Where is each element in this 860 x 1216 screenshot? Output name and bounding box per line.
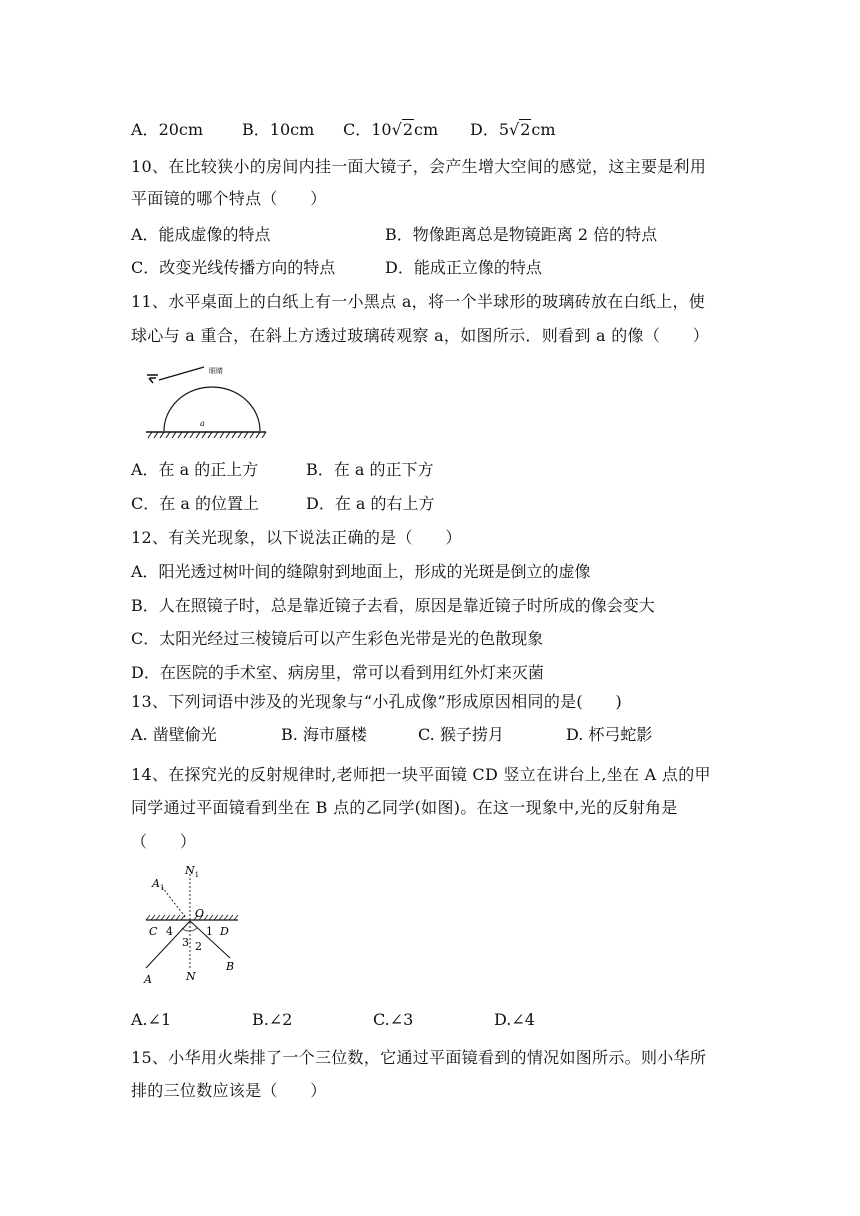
q14-stem-line2: 同学通过平面镜看到坐在 B 点的乙同学(如图)。在这一现象中,光的反射角是	[131, 798, 678, 817]
label-d: D	[220, 925, 229, 938]
q12-option-c: C．太阳光经过三棱镜后可以产生彩色光带是光的色散现象	[131, 629, 544, 648]
sqrt-symbol: √2	[391, 120, 413, 139]
q14-stem-line3: （ ）	[131, 832, 197, 851]
q10-option-a: A．能成虚像的特点	[131, 225, 271, 244]
q9-option-d: D．5√2cm	[470, 120, 556, 139]
q12-option-a: A．阳光透过树叶间的缝隙射到地面上，形成的光斑是倒立的虚像	[131, 562, 591, 581]
label-angle-3: 3	[182, 936, 189, 949]
q11-stem-line1: 11、水平桌面上的白纸上有一小黑点 a，将一个半球形的玻璃砖放在白纸上，使	[131, 292, 706, 311]
reflection-figure	[138, 860, 248, 985]
q13-option-a: A. 凿壁偷光	[131, 725, 217, 744]
angle-arc-2	[190, 928, 197, 931]
q11-option-d: D．在 a 的右上方	[306, 494, 435, 513]
q11-option-a: A．在 a 的正上方	[131, 460, 259, 479]
q10-stem-line1: 10、在比较狭小的房间内挂一面大镜子，会产生增大空间的感觉，这主要是利用	[131, 157, 707, 176]
virtual-ray-a1	[162, 887, 186, 918]
q11-option-c: C．在 a 的位置上	[131, 494, 259, 513]
label-c: C	[149, 925, 158, 938]
sqrt-symbol: √2	[509, 120, 531, 139]
sight-line	[159, 367, 204, 380]
label-angle-1: 1	[206, 925, 213, 938]
label-o: O	[195, 907, 205, 920]
q13-option-c: C. 猴子捞月	[418, 725, 504, 744]
q14-option-a: A.∠1	[131, 1010, 172, 1029]
q10-stem-line2: 平面镜的哪个特点（ ）	[131, 189, 327, 208]
point-a-label: a	[200, 419, 205, 428]
label-a1: $A_1$	[152, 877, 165, 892]
q14-option-c: C.∠3	[373, 1010, 414, 1029]
label-b: B	[226, 960, 235, 973]
q15-stem-line1: 15、小华用火柴排了一个三位数，它通过平面镜看到的情况如图所示。则小华所	[131, 1048, 707, 1067]
q9-option-b: B．10cm	[242, 120, 315, 139]
mirror-hatching	[146, 915, 238, 920]
eye-label: 眼睛	[209, 367, 223, 375]
q11-option-b: B．在 a 的正下方	[306, 460, 434, 479]
ground-hatching	[148, 432, 266, 438]
eye-icon	[147, 375, 158, 383]
label-angle-2: 2	[195, 940, 202, 953]
q12-option-b: B．人在照镜子时，总是靠近镜子去看，原因是靠近镜子时所成的像会变大	[131, 596, 655, 615]
q14-option-b: B.∠2	[252, 1010, 293, 1029]
q13-option-b: B. 海市蜃楼	[281, 725, 367, 744]
q11-stem-line2: 球心与 a 重合，在斜上方透过玻璃砖观察 a，如图所示．则看到 a 的像（ ）	[131, 326, 710, 345]
q9-option-c: C．10√2cm	[343, 120, 439, 139]
label-a: A	[144, 973, 152, 985]
q10-option-b: B．物像距离总是物镜距离 2 倍的特点	[385, 225, 658, 244]
q13-stem: 13、下列词语中涉及的光现象与“小孔成像”形成原因相同的是( )	[131, 692, 623, 711]
q14-option-d: D.∠4	[494, 1010, 535, 1029]
q12-stem: 12、有关光现象，以下说法正确的是（ ）	[131, 528, 462, 547]
label-angle-4: 4	[166, 925, 173, 938]
q14-stem-line1: 14、在探究光的反射规律时,老师把一块平面镜 CD 竖立在讲台上,坐在 A 点的甲	[131, 765, 711, 784]
hemisphere-outline	[164, 387, 260, 431]
label-n: N	[186, 970, 196, 983]
q15-stem-line2: 排的三位数应该是（ ）	[131, 1081, 327, 1100]
label-n1: $N_1$	[185, 864, 200, 879]
q9-option-a: A．20cm	[131, 120, 204, 139]
hemisphere-glass-figure	[142, 363, 270, 441]
q10-option-d: D．能成正立像的特点	[385, 258, 542, 277]
q12-option-d: D．在医院的手术室、病房里，常可以看到用红外灯来灭菌	[131, 663, 544, 682]
q13-option-d: D. 杯弓蛇影	[566, 725, 653, 744]
q10-option-c: C．改变光线传播方向的特点	[131, 258, 336, 277]
